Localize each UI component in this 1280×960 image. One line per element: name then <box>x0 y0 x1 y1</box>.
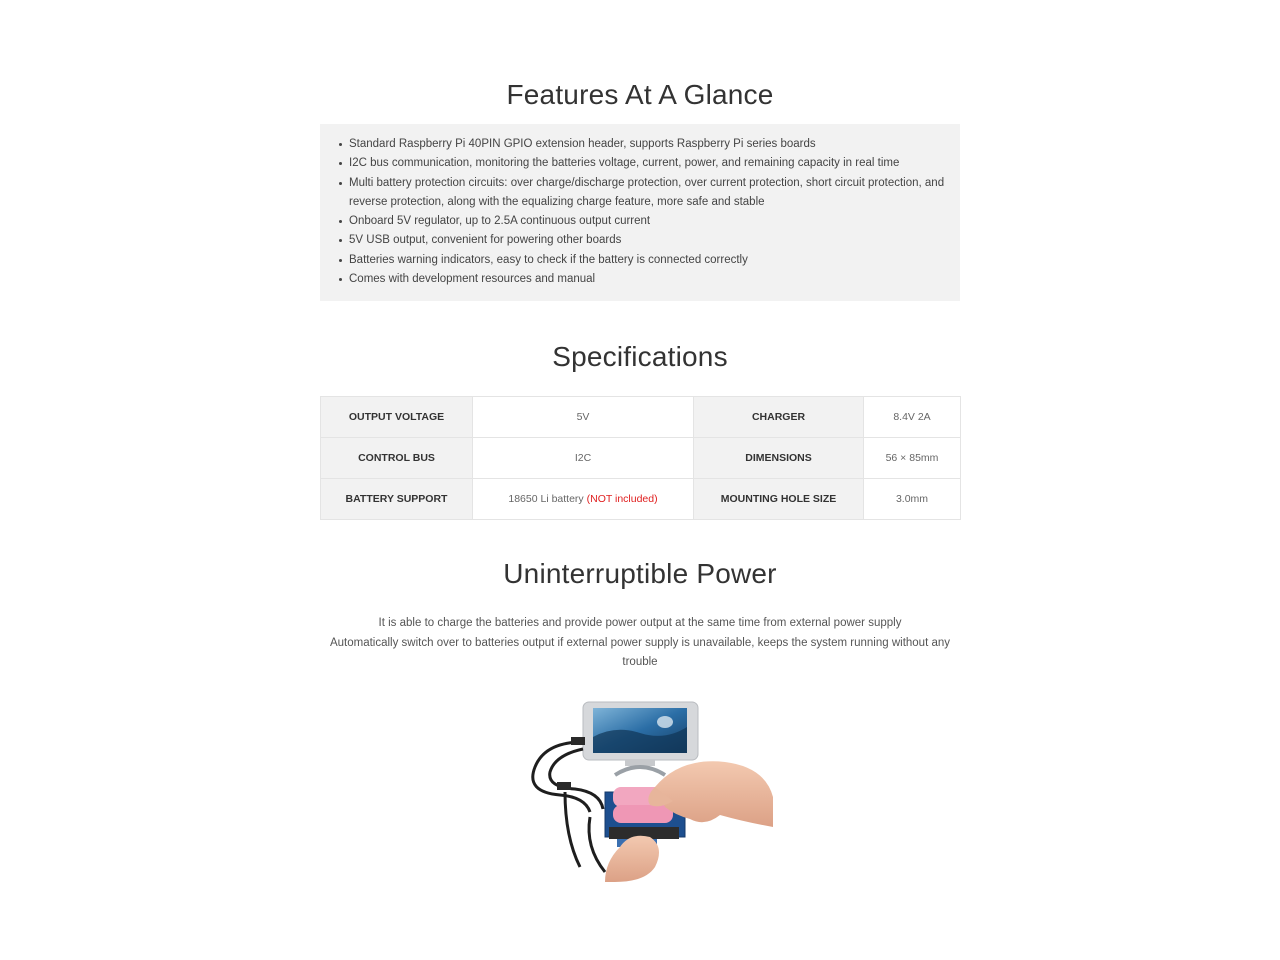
monitor-display <box>583 702 698 775</box>
spec-value-battery <box>473 479 694 520</box>
spec-label: DIMENSIONS <box>694 438 864 479</box>
spec-label: MOUNTING HOLE SIZE <box>694 479 864 520</box>
spec-label: OUTPUT VOLTAGE <box>321 397 473 438</box>
features-title: Features At A Glance <box>506 79 774 110</box>
not-included-note: (NOT included) <box>586 493 658 505</box>
table-row <box>321 397 961 438</box>
spec-value: 8.4V 2A <box>864 397 961 438</box>
spec-value: 5V <box>473 397 694 438</box>
spec-value: 56 × 85mm <box>864 438 961 479</box>
feature-item: Comes with development resources and manual <box>349 270 960 289</box>
features-panel <box>320 124 960 301</box>
spec-label: CONTROL BUS <box>321 438 473 479</box>
product-photo <box>505 697 775 882</box>
spec-label: BATTERY SUPPORT <box>321 479 473 520</box>
spec-value: 3.0mm <box>864 479 961 520</box>
table-row <box>321 438 961 479</box>
uninterruptible-power-description <box>320 614 960 673</box>
ups-line-2: Automatically switch over to batteries output if external power supply is unavailable, keeps the system running without any trouble <box>329 636 951 668</box>
spec-label: CHARGER <box>694 397 864 438</box>
feature-item: Multi battery protection circuits: over charge/discharge protection, over current protection, short circuit protection, and reverse protection, along with the equalizing charge feature, more safe and stable <box>349 174 960 213</box>
feature-item: Onboard 5V regulator, up to 2.5A continuous output current <box>349 212 960 231</box>
feature-item: Batteries warning indicators, easy to check if the battery is connected correctly <box>349 251 960 270</box>
feature-item: Standard Raspberry Pi 40PIN GPIO extension header, supports Raspberry Pi series boards <box>349 135 960 154</box>
table-row <box>321 479 961 520</box>
battery-type: 18650 Li battery <box>508 493 584 505</box>
uninterruptible-power-title: Uninterruptible Power <box>503 558 777 589</box>
features-list <box>320 135 960 289</box>
specifications-table <box>320 396 961 520</box>
spec-value: I2C <box>473 438 694 479</box>
specifications-title: Specifications <box>552 341 728 372</box>
feature-item: I2C bus communication, monitoring the batteries voltage, current, power, and remaining capacity in real time <box>349 154 960 173</box>
feature-item: 5V USB output, convenient for powering other boards <box>349 231 960 250</box>
ups-line-1: It is able to charge the batteries and provide power output at the same time from external power supply <box>378 617 902 629</box>
